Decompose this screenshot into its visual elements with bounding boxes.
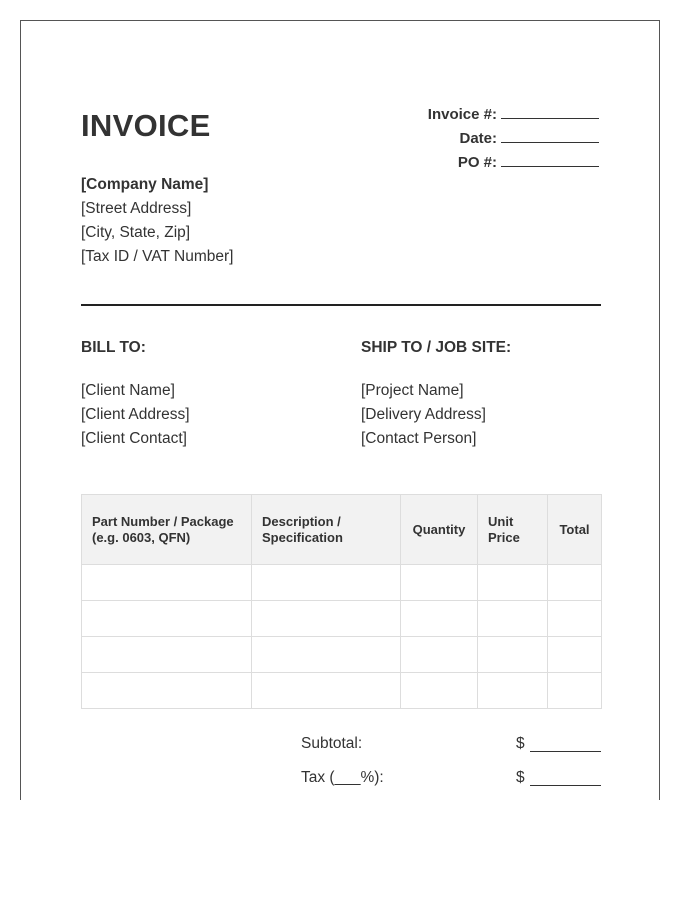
- table-header-row: [82, 495, 602, 565]
- table-row: [82, 565, 602, 601]
- cell-quantity[interactable]: [401, 673, 478, 709]
- cell-quantity[interactable]: [401, 637, 478, 673]
- cell-unit-price[interactable]: [478, 673, 548, 709]
- company-street: [Street Address]: [81, 200, 192, 217]
- company-info: [81, 173, 233, 269]
- cell-description[interactable]: [252, 637, 401, 673]
- header-total: Total: [548, 495, 602, 565]
- cell-part-number[interactable]: [82, 601, 252, 637]
- cell-part-number[interactable]: [82, 673, 252, 709]
- line-items-table: [81, 494, 602, 709]
- bill-to-client-address: [Client Address]: [81, 406, 190, 423]
- ship-to-delivery-address: [Delivery Address]: [361, 406, 486, 423]
- invoice-number-row: [339, 99, 599, 123]
- cell-total[interactable]: [548, 565, 602, 601]
- company-name: [Company Name]: [81, 176, 209, 193]
- subtotal-field[interactable]: [530, 751, 601, 752]
- bill-to-client-contact: [Client Contact]: [81, 430, 187, 447]
- tax-field[interactable]: [530, 785, 601, 786]
- tax-currency: $: [516, 769, 525, 786]
- po-number-row: [339, 147, 599, 171]
- header-divider: [81, 304, 601, 306]
- cell-part-number[interactable]: [82, 637, 252, 673]
- ship-to-section: [361, 339, 511, 451]
- header-description: Description / Specification: [252, 495, 401, 565]
- bill-to-title: BILL TO:: [81, 339, 146, 356]
- invoice-date-field[interactable]: [501, 130, 599, 143]
- cell-description[interactable]: [252, 673, 401, 709]
- subtotal-currency: $: [516, 735, 525, 752]
- invoice-meta: [339, 99, 599, 171]
- cell-quantity[interactable]: [401, 565, 478, 601]
- table-row: [82, 601, 602, 637]
- header-part-number: Part Number / Package (e.g. 0603, QFN): [82, 495, 252, 565]
- header-unit-price: Unit Price: [478, 495, 548, 565]
- bill-to-client-name: [Client Name]: [81, 382, 175, 399]
- header-quantity: Quantity: [401, 495, 478, 565]
- cell-quantity[interactable]: [401, 601, 478, 637]
- cell-total[interactable]: [548, 673, 602, 709]
- invoice-date-label: Date:: [459, 130, 497, 147]
- invoice-title: INVOICE: [81, 108, 211, 143]
- cell-description[interactable]: [252, 565, 401, 601]
- cell-total[interactable]: [548, 601, 602, 637]
- cell-unit-price[interactable]: [478, 637, 548, 673]
- bill-to-section: [81, 339, 190, 451]
- table-row: [82, 673, 602, 709]
- company-city: [City, State, Zip]: [81, 224, 191, 241]
- subtotal-row: [301, 735, 601, 757]
- cell-unit-price[interactable]: [478, 601, 548, 637]
- tax-row: [301, 769, 601, 791]
- cell-total[interactable]: [548, 637, 602, 673]
- ship-to-title: SHIP TO / JOB SITE:: [361, 339, 512, 356]
- po-number-label: PO #:: [457, 154, 497, 171]
- invoice-date-row: [339, 123, 599, 147]
- tax-label: Tax (___%):: [301, 769, 384, 786]
- table-row: [82, 637, 602, 673]
- company-tax-id: [Tax ID / VAT Number]: [81, 248, 234, 265]
- subtotal-label: Subtotal:: [301, 735, 363, 752]
- invoice-number-label: Invoice #:: [427, 106, 497, 123]
- invoice-number-field[interactable]: [501, 106, 599, 119]
- cell-part-number[interactable]: [82, 565, 252, 601]
- ship-to-project-name: [Project Name]: [361, 382, 464, 399]
- po-number-field[interactable]: [501, 154, 599, 167]
- cell-unit-price[interactable]: [478, 565, 548, 601]
- ship-to-contact-person: [Contact Person]: [361, 430, 477, 447]
- invoice-page: [20, 20, 660, 800]
- cell-description[interactable]: [252, 601, 401, 637]
